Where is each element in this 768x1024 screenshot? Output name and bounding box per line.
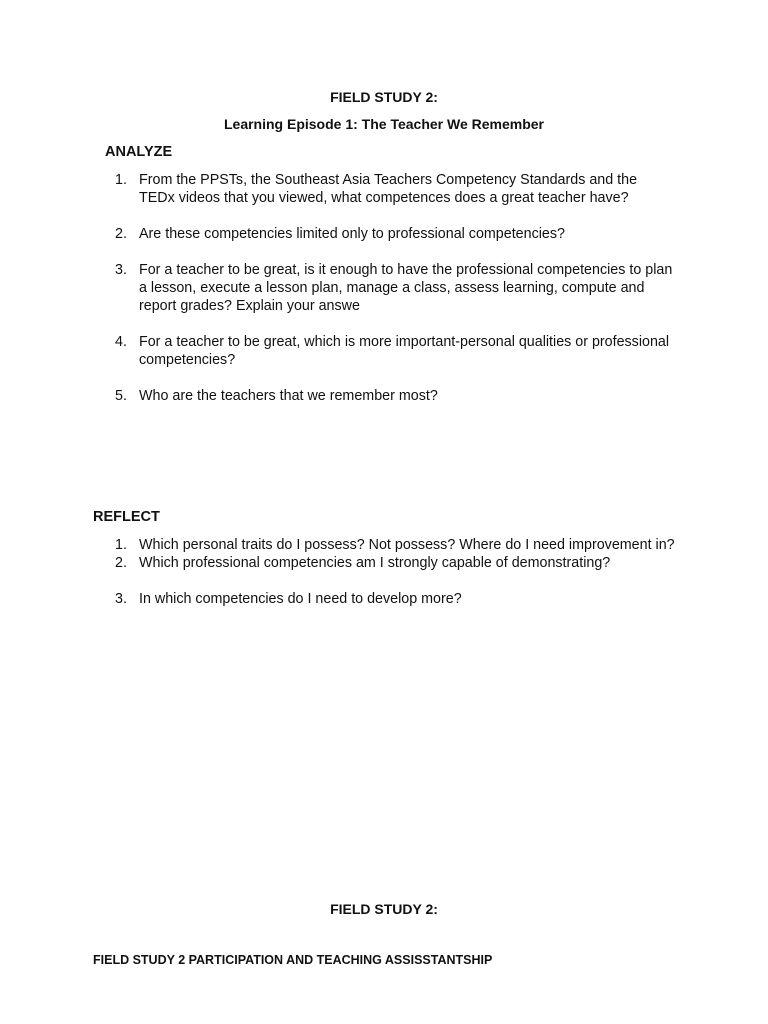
document-subtitle: Learning Episode 1: The Teacher We Remember: [223, 116, 545, 132]
list-item-text: For a teacher to be great, is it enough to have the professional competencies to plan a lesson, execute a lesson plan, manage a class, assess learning, compute and report grades? Explain your answe: [139, 262, 673, 314]
list-item-number: 1.: [115, 537, 127, 553]
analyze-item-5: [115, 387, 675, 405]
list-item-text: Which professional competencies am I strongly capable of demonstrating?: [139, 555, 611, 571]
list-item-number: 4.: [115, 334, 127, 350]
reflect-item-1: [115, 536, 675, 554]
list-item-text: For a teacher to be great, which is more important-personal qualities or professional competencies?: [139, 334, 670, 368]
list-item-text: In which competencies do I need to develop more?: [139, 591, 462, 607]
reflect-item-2: [115, 554, 675, 572]
list-item-text: Who are the teachers that we remember most?: [139, 388, 438, 404]
list-item-number: 3.: [115, 262, 127, 278]
footer-title: FIELD STUDY 2:: [330, 901, 438, 917]
list-item-number: 1.: [115, 172, 127, 188]
analyze-item-1: [115, 171, 675, 207]
analyze-item-3: [115, 261, 675, 315]
analyze-item-2: [115, 225, 675, 243]
footer-heading: FIELD STUDY 2 PARTICIPATION AND TEACHING ASSISSTANTSHIP: [93, 953, 493, 967]
reflect-heading: REFLECT: [93, 509, 160, 525]
document-title: FIELD STUDY 2:: [330, 89, 438, 105]
list-item-number: 5.: [115, 388, 127, 404]
list-item-text: From the PPSTs, the Southeast Asia Teachers Competency Standards and the TEDx videos that you viewed, what competences does a great teacher have?: [139, 172, 638, 206]
list-item-number: 3.: [115, 591, 127, 607]
list-item-text: Which personal traits do I possess? Not possess? Where do I need improvement in?: [139, 537, 675, 553]
analyze-heading: ANALYZE: [105, 144, 173, 160]
analyze-list: [115, 171, 675, 405]
list-item-number: 2.: [115, 555, 127, 571]
list-item-text: Are these competencies limited only to professional competencies?: [139, 226, 565, 242]
reflect-list: [115, 536, 675, 608]
list-item-number: 2.: [115, 226, 127, 242]
analyze-item-4: [115, 333, 675, 369]
reflect-item-3: [115, 590, 675, 608]
